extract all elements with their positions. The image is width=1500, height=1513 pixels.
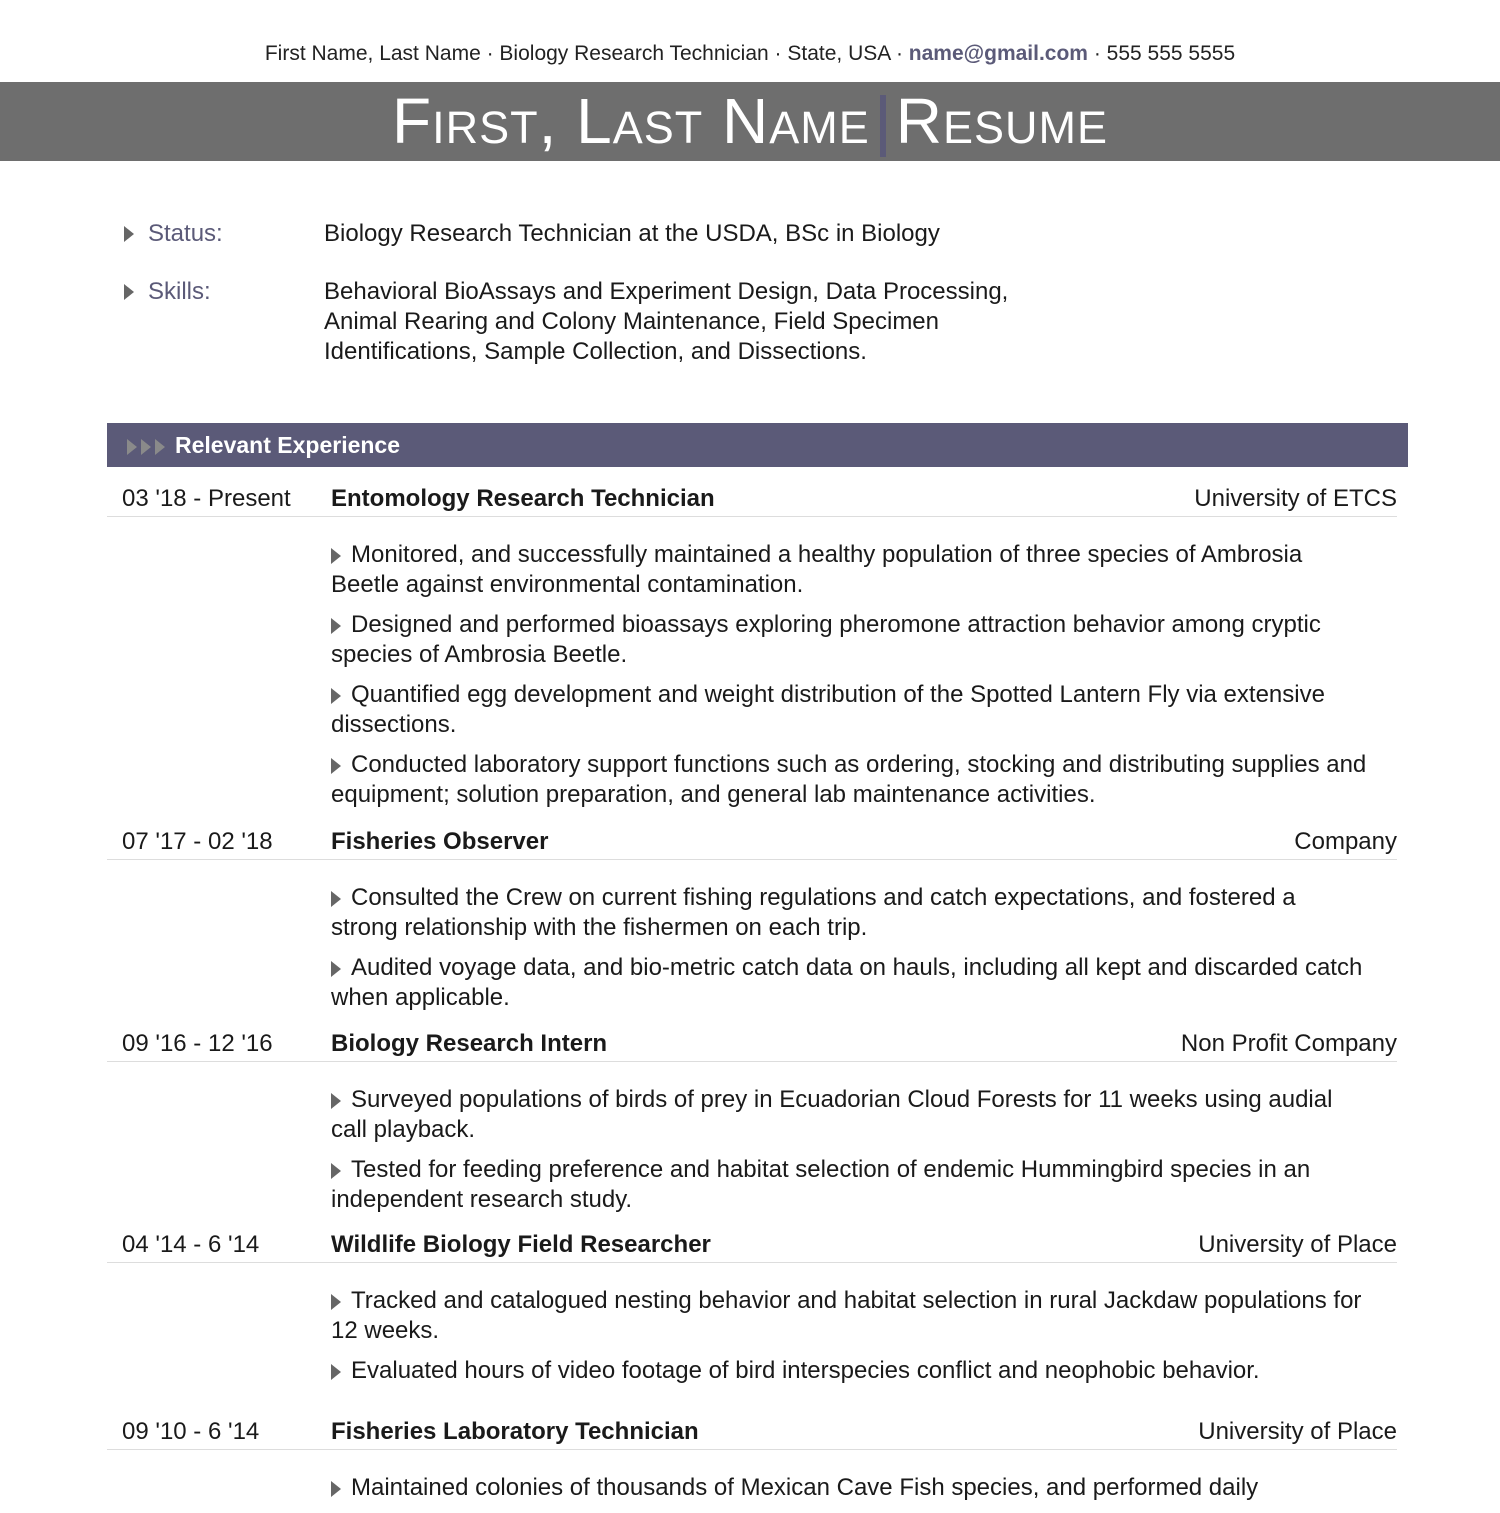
job-bullet: Maintained colonies of thousands of Mexican Cave Fish species, and performed daily xyxy=(331,1473,1367,1503)
job-organization: University of ETCS xyxy=(1194,485,1397,512)
job-header xyxy=(107,828,1397,860)
chevron-icon xyxy=(331,1481,341,1497)
job-header xyxy=(107,485,1397,517)
job-entry xyxy=(107,1030,1397,1225)
chevrons-icon xyxy=(127,423,169,467)
chevron-icon xyxy=(331,1163,341,1179)
job-bullet: Surveyed populations of birds of prey in Ecuadorian Cloud Forests for 11 weeks using audial call playback. xyxy=(331,1086,1333,1143)
chevron-icon xyxy=(331,618,341,634)
chevron-icon xyxy=(331,961,341,977)
banner-name: First, Last Name xyxy=(391,85,870,157)
chevron-icon xyxy=(331,891,341,907)
contact-line: First Name, Last Name · Biology Research Technician · State, USA · name@gmail.com · 555 555 5555 xyxy=(264,42,1236,65)
banner-label: Resume xyxy=(895,85,1109,157)
job-date: 03 '18 - Present xyxy=(122,485,291,512)
job-date: 09 '16 - 12 '16 xyxy=(122,1030,273,1057)
job-title: Fisheries Observer xyxy=(331,828,549,855)
job-bullet: Designed and performed bioassays exploring pheromone attraction behavior among cryptic species of Ambrosia Beetle. xyxy=(331,611,1321,668)
chevron-icon xyxy=(331,758,341,774)
chevron-icon xyxy=(331,1093,341,1109)
chevron-icon xyxy=(124,284,134,300)
job-header xyxy=(107,1030,1397,1062)
job-entry xyxy=(107,1418,1397,1513)
section-header xyxy=(107,423,1408,467)
title-banner xyxy=(0,82,1500,161)
job-bullet: Audited voyage data, and bio-metric catch data on hauls, including all kept and discarded catch when applicable. xyxy=(331,954,1363,1011)
job-title: Entomology Research Technician xyxy=(331,485,715,512)
job-title: Fisheries Laboratory Technician xyxy=(331,1418,699,1445)
job-date: 07 '17 - 02 '18 xyxy=(122,828,273,855)
job-bullet: Consulted the Crew on current fishing regulations and catch expectations, and fostered a strong relationship with the fishermen on each trip. xyxy=(331,884,1296,941)
chevron-icon xyxy=(331,1294,341,1310)
contact-email-link[interactable]: name@gmail.com xyxy=(908,42,1088,65)
contact-phone: 555 555 5555 xyxy=(1106,42,1236,65)
job-title: Biology Research Intern xyxy=(331,1030,608,1057)
summary-label: Skills: xyxy=(148,278,211,305)
chevron-icon xyxy=(331,688,341,704)
job-organization: University of Place xyxy=(1198,1418,1397,1445)
job-bullet: Tracked and catalogued nesting behavior and habitat selection in rural Jackdaw populations for 12 weeks. xyxy=(331,1287,1362,1344)
job-organization: University of Place xyxy=(1198,1231,1397,1258)
job-bullet: Tested for feeding preference and habitat selection of endemic Hummingbird species in an independent research study. xyxy=(331,1156,1311,1213)
job-entry xyxy=(107,1231,1397,1396)
summary-value: Behavioral BioAssays and Experiment Design, Data Processing, Animal Rearing and Colony Maintenance, Field Specimen Identifications, Sample Collection, and Dissections. xyxy=(324,278,1009,365)
job-date: 09 '10 - 6 '14 xyxy=(122,1418,260,1445)
job-header xyxy=(107,1231,1397,1263)
summary-label: Status: xyxy=(148,220,223,247)
section-title: Relevant Experience xyxy=(175,432,401,458)
banner-divider xyxy=(880,95,886,157)
job-bullet: Monitored, and successfully maintained a healthy population of three species of Ambrosia Beetle against environmental contamination. xyxy=(331,541,1303,598)
job-entry xyxy=(107,828,1397,1023)
job-organization: Non Profit Company xyxy=(1180,1030,1397,1057)
contact-location: State, USA xyxy=(787,42,891,65)
job-date: 04 '14 - 6 '14 xyxy=(122,1231,260,1258)
job-organization: Company xyxy=(1294,828,1397,855)
contact-name: First Name, Last Name xyxy=(264,42,481,65)
job-bullet: Evaluated hours of video footage of bird interspecies conflict and neophobic behavior. xyxy=(331,1356,1367,1386)
job-title: Wildlife Biology Field Researcher xyxy=(331,1231,711,1258)
job-bullet: Quantified egg development and weight distribution of the Spotted Lantern Fly via extensive dissections. xyxy=(331,681,1325,738)
job-entry xyxy=(107,485,1397,820)
contact-role: Biology Research Technician xyxy=(499,42,769,65)
summary-value: Biology Research Technician at the USDA, BSc in Biology xyxy=(324,220,940,247)
chevron-icon xyxy=(331,1364,341,1380)
chevron-icon xyxy=(331,548,341,564)
job-header xyxy=(107,1418,1397,1450)
chevron-icon xyxy=(124,226,134,242)
job-bullet: Conducted laboratory support functions such as ordering, stocking and distributing supplies and equipment; solution preparation, and general lab maintenance activities. xyxy=(331,751,1367,808)
